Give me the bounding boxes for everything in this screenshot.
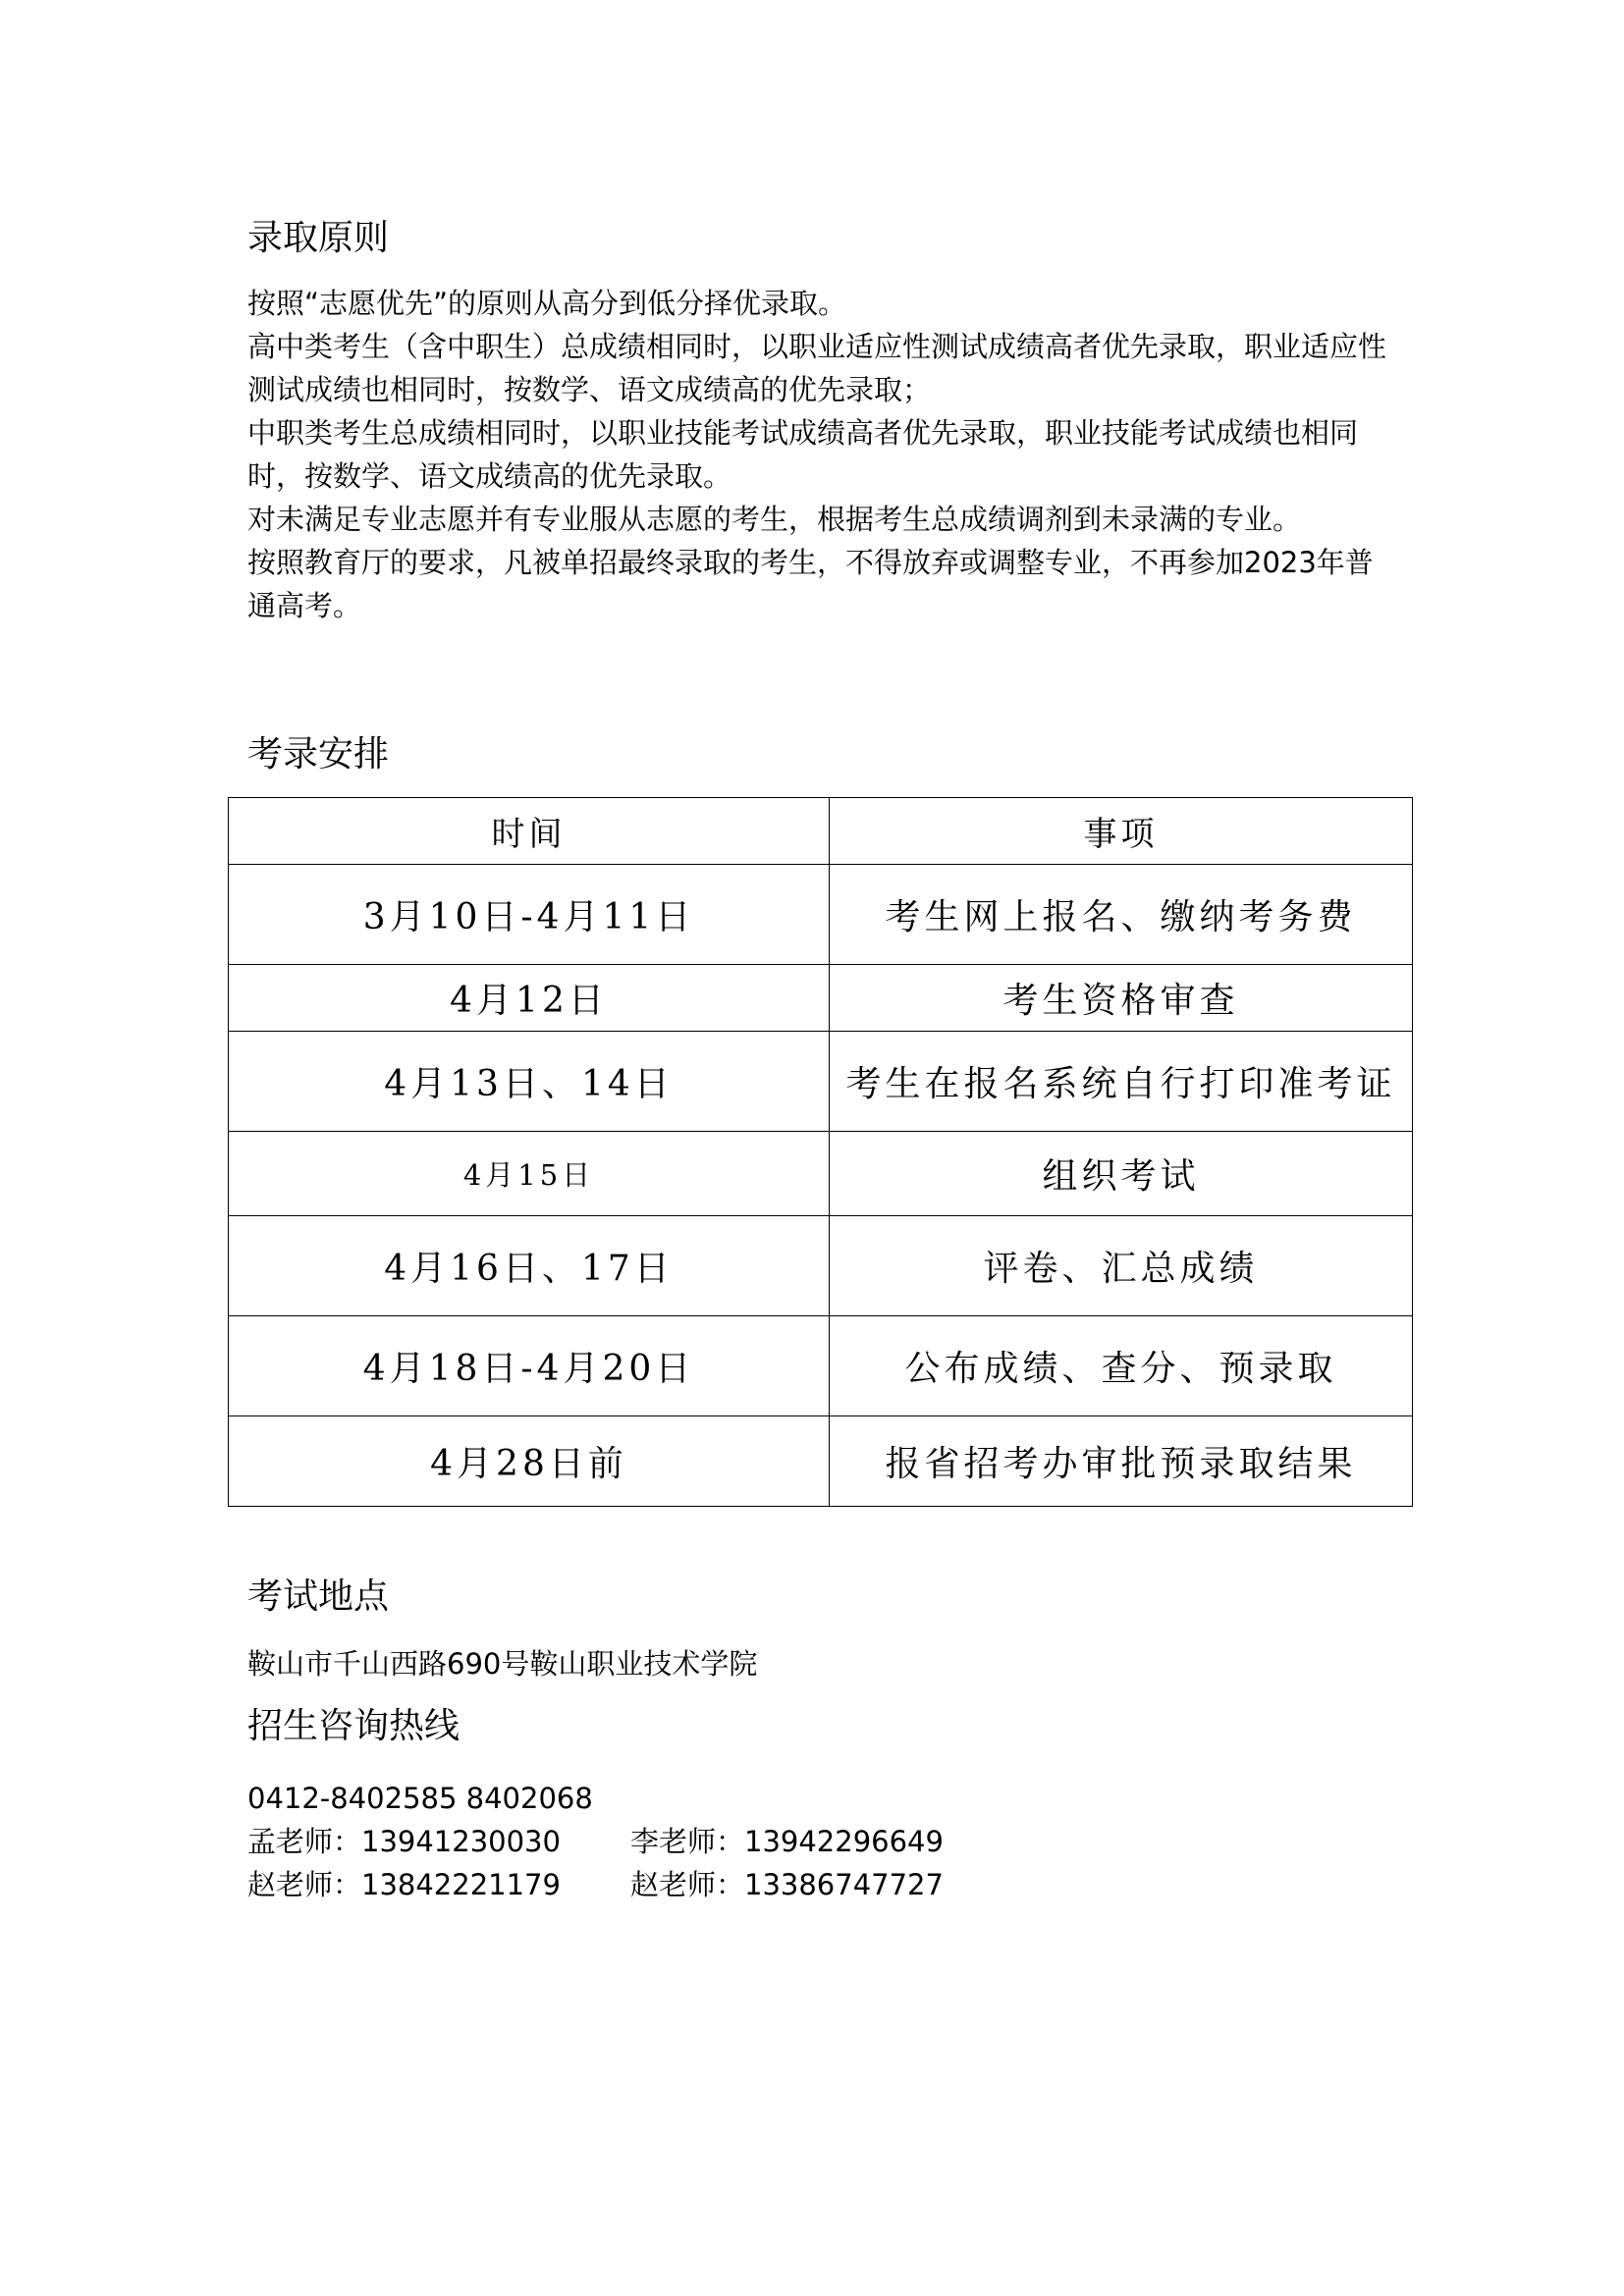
schedule-time: 4月28日前 — [229, 1416, 830, 1507]
admission-principles-body — [247, 282, 1396, 627]
schedule-table — [228, 797, 1413, 1507]
admission-paragraph: 中职类考生总成绩相同时，以职业技能考试成绩高者优先录取，职业技能考试成绩也相同时，按数学、语文成绩高的优先录取。 — [247, 416, 1359, 493]
schedule-row — [229, 965, 1413, 1032]
schedule-row — [229, 1416, 1413, 1507]
schedule-time: 3月10日-4月11日 — [229, 865, 830, 965]
schedule-item: 组织考试 — [830, 1132, 1413, 1216]
schedule-time: 4月18日-4月20日 — [229, 1316, 830, 1416]
admission-paragraph: 对未满足专业志愿并有专业服从志愿的考生，根据考生总成绩调剂到未录满的专业。 — [247, 503, 1302, 536]
exam-location-heading: 考试地点 — [247, 1576, 390, 1617]
schedule-row — [229, 1032, 1413, 1132]
schedule-time: 4月15日 — [229, 1132, 830, 1216]
teacher-contact: 赵老师：13386747727 — [630, 1868, 944, 1901]
hotline-phones: 0412-8402585 8402068 — [247, 1782, 593, 1815]
schedule-time: 4月12日 — [229, 965, 830, 1032]
schedule-item: 考生资格审查 — [830, 965, 1413, 1032]
time-column-header: 时间 — [229, 798, 830, 865]
schedule-time: 4月16日、17日 — [229, 1216, 830, 1316]
admission-paragraph: 按照“志愿优先”的原则从高分到低分择优录取。 — [247, 287, 847, 320]
admission-paragraph: 按照教育厅的要求，凡被单招最终录取的考生，不得放弃或调整专业，不再参加2023年普通高考。 — [247, 546, 1374, 622]
schedule-item: 公布成绩、查分、预录取 — [830, 1316, 1413, 1416]
teacher-contact-row — [247, 1820, 944, 1863]
schedule-row — [229, 1316, 1413, 1416]
teacher-contact: 李老师：13942296649 — [630, 1825, 944, 1858]
exam-address: 鞍山市千山西路690号鞍山职业技术学院 — [247, 1647, 758, 1681]
admission-paragraph: 高中类考生（含中职生）总成绩相同时，以职业适应性测试成绩高者优先录取，职业适应性测试成绩也相同时，按数学、语文成绩高的优先录取； — [247, 330, 1387, 406]
schedule-item: 评卷、汇总成绩 — [830, 1216, 1413, 1316]
hotline-heading: 招生咨询热线 — [247, 1706, 460, 1746]
teacher-contact-row — [247, 1863, 944, 1906]
item-column-header: 事项 — [830, 798, 1413, 865]
schedule-item: 报省招考办审批预录取结果 — [830, 1416, 1413, 1507]
schedule-header-row — [229, 798, 1413, 865]
schedule-time: 4月13日、14日 — [229, 1032, 830, 1132]
teacher-contact: 赵老师：13842221179 — [247, 1868, 561, 1901]
teacher-contact: 孟老师：13941230030 — [247, 1825, 561, 1858]
schedule-row — [229, 1132, 1413, 1216]
schedule-row — [229, 1216, 1413, 1316]
admission-principles-heading: 录取原则 — [247, 218, 390, 258]
schedule-item: 考生在报名系统自行打印准考证 — [830, 1032, 1413, 1132]
schedule-item: 考生网上报名、缴纳考务费 — [830, 865, 1413, 965]
schedule-heading: 考录安排 — [247, 734, 390, 774]
schedule-row — [229, 865, 1413, 965]
